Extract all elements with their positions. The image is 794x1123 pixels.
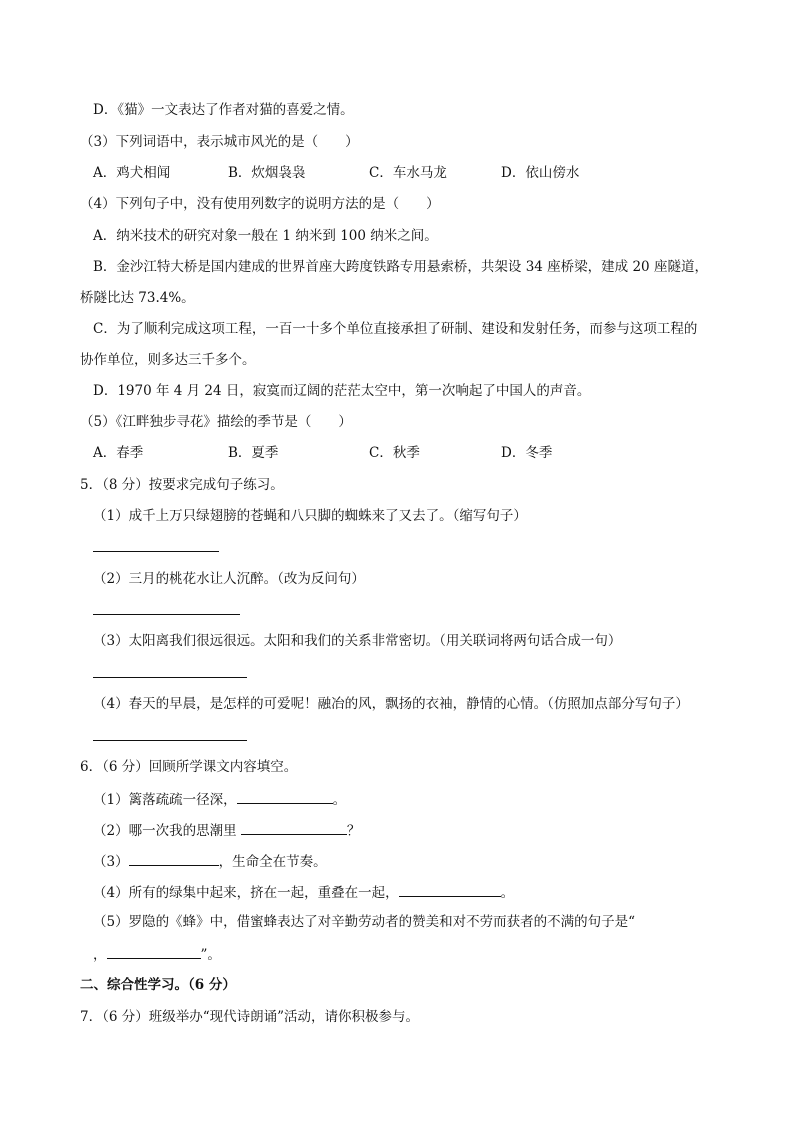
question-5-item-1: （1）成千上万只绿翅膀的苍蝇和八只脚的蜘蛛来了又去了。（缩写句子） xyxy=(93,508,527,524)
question-6-item-4 xyxy=(93,882,514,902)
question-5-title: 5．（8 分）按要求完成句子练习。 xyxy=(80,477,284,493)
sub5-option-d: D．冬季 xyxy=(501,445,553,461)
sub5-option-a: A．春季 xyxy=(93,445,144,461)
sub5-option-c: C．秋季 xyxy=(369,445,420,461)
q6-item5-end: ”。 xyxy=(200,947,221,963)
section-2-heading: 二、综合性学习。（6 分） xyxy=(80,977,236,993)
sub3-option-c: C．车水马龙 xyxy=(369,165,447,181)
sub4-option-c-line2: 协作单位，则多达三千多个。 xyxy=(80,352,256,368)
answer-blank-5-2[interactable] xyxy=(93,614,240,615)
question-5-item-4: （4）春天的早晨，是怎样的可爱呢！融冶的风，飘扬的衣袖，静情的心情。（仿照加点部分写句子） xyxy=(93,696,689,712)
answer-blank-6-1[interactable] xyxy=(237,789,333,804)
q6-item1-text: （1）篱落疏疏一径深， xyxy=(93,792,237,808)
question-6-item-3 xyxy=(93,851,327,871)
sub4-option-d: D．1970 年 4 月 24 日，寂寞而辽阔的茫茫太空中，第一次响起了中国人的声音。 xyxy=(93,383,591,399)
q6-item2-text: （2）哪一次我的思潮里 xyxy=(93,823,241,839)
sub5-option-b: B．夏季 xyxy=(228,445,279,461)
sub4-option-b-line1: B．金沙江特大桥是国内建成的世界首座大跨度铁路专用悬索桥，共架设 34 座桥梁，建成 20 座隧道， xyxy=(93,259,708,275)
answer-blank-6-4[interactable] xyxy=(399,882,501,897)
sub4-option-b-line2: 桥隧比达 73.4%。 xyxy=(80,290,195,306)
question-5-item-2: （2）三月的桃花水让人沉醉。（改为反问句） xyxy=(93,571,365,587)
question-6-item-2 xyxy=(93,820,360,840)
q6-item3-text: ，生命全在节奏。 xyxy=(218,854,327,870)
q6-item4-text: （4）所有的绿集中起来，挤在一起，重叠在一起， xyxy=(93,885,399,901)
question-6-item-1 xyxy=(93,789,346,809)
q6-item3-start: （3） xyxy=(93,854,129,870)
answer-blank-5-4[interactable] xyxy=(93,740,247,741)
answer-blank-5-3[interactable] xyxy=(93,677,247,678)
sub3-option-a: A．鸡犬相闻 xyxy=(93,165,171,181)
sub5-stem: （5）《江畔独步寻花》描绘的季节是（ ） xyxy=(80,414,352,430)
sub4-stem: （4）下列句子中，没有使用列数字的说明方法的是（ ） xyxy=(80,196,440,212)
sub4-option-c-line1: C．为了顺利完成这项工程，一百一十多个单位直接承担了研制、建设和发射任务，而参与这项工程的 xyxy=(93,321,698,337)
sub4-option-a: A．纳米技术的研究对象一般在 1 纳米到 100 纳米之间。 xyxy=(93,228,438,244)
sub3-stem: （3）下列词语中，表示城市风光的是（ ） xyxy=(80,134,359,150)
q6-item1-end: 。 xyxy=(332,792,347,808)
sub3-option-d: D．依山傍水 xyxy=(501,165,580,181)
answer-blank-6-2[interactable] xyxy=(241,820,347,835)
answer-blank-5-1[interactable] xyxy=(93,551,219,552)
question-6-item-5-line2 xyxy=(93,944,221,964)
answer-blank-6-3[interactable] xyxy=(129,851,219,866)
answer-blank-6-5[interactable] xyxy=(107,944,201,959)
q6-item4-end: 。 xyxy=(500,885,515,901)
question-4-option-d-prev: D．《猫》一文表达了作者对猫的喜爱之情。 xyxy=(93,102,354,118)
q6-item5-comma: ， xyxy=(93,947,107,963)
question-7-title: 7．（6 分）班级举办“现代诗朗诵”活动，请你积极参与。 xyxy=(80,1009,420,1025)
question-5-item-3: （3）太阳离我们很远很远。太阳和我们的关系非常密切。（用关联词将两句话合成一句） xyxy=(93,633,622,649)
q6-item2-end: ？ xyxy=(346,823,361,839)
sub3-option-b: B．炊烟袅袅 xyxy=(228,165,306,181)
question-6-title: 6．（6 分）回顾所学课文内容填空。 xyxy=(80,759,298,775)
question-6-item-5-line1: （5）罗隐的《蜂》中，借蜜蜂表达了对辛勤劳动者的赞美和对不劳而获者的不满的句子是“ xyxy=(93,914,635,930)
